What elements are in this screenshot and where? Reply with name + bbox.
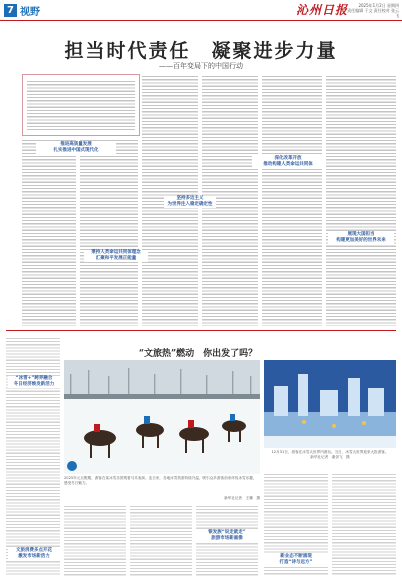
feature-subhead-line: 旅游市场新画像 bbox=[211, 536, 243, 541]
lead-column-6 bbox=[326, 74, 396, 326]
page-number: 7 bbox=[4, 4, 17, 17]
issue-info bbox=[347, 3, 399, 18]
feature-headline: “文旅热”燃动 你出发了吗？ bbox=[138, 349, 258, 359]
lead-headline: 担当时代责任 凝聚进步力量 bbox=[64, 40, 338, 62]
lead-column-2 bbox=[80, 138, 138, 326]
section-divider bbox=[6, 330, 396, 331]
main-photo-caption: 2025年元旦假期，游客在某冰雪乐园观看马术表演。连日来，各地冰雪旅游持续升温，吸引众多游客前来体验冰雪乐趣，感受冬日魅力。 bbox=[64, 476, 257, 485]
horse-race-photo bbox=[64, 360, 260, 474]
ice-snow-world-photo bbox=[264, 360, 396, 448]
feature-column-left bbox=[6, 336, 60, 576]
lead-subhead-line: 为世界注入稳定确定性 bbox=[167, 202, 213, 207]
feature-subhead bbox=[264, 554, 328, 566]
feature-subhead bbox=[8, 376, 60, 388]
lead-subhead bbox=[36, 142, 116, 154]
horse-race-illustration bbox=[64, 360, 260, 474]
lead-subhead bbox=[164, 196, 216, 208]
lead-subhead-line: 展现大国担当 bbox=[347, 232, 375, 237]
section-name: 视野 bbox=[20, 7, 40, 18]
feature-subhead-line: 冬日经济焕发新活力 bbox=[13, 382, 55, 387]
lead-subhead bbox=[252, 156, 324, 168]
feature-subhead-line: 激发市场新活力 bbox=[18, 554, 50, 559]
lead-subhead-line: 构建更加美好的世界未来 bbox=[336, 238, 386, 243]
lead-subhead-line: 汇聚和平发展正能量 bbox=[95, 256, 137, 261]
lead-column-5 bbox=[262, 74, 322, 326]
main-photo-credit: 新华社记者 王鹏 摄 bbox=[224, 496, 260, 500]
intro-text bbox=[27, 79, 135, 131]
lead-subhead-line: 坚持多边主义 bbox=[176, 196, 204, 201]
feature-subhead bbox=[8, 548, 60, 560]
issue-date: 2025年1月2日 星期四 bbox=[358, 3, 399, 8]
ice-snow-illustration bbox=[264, 360, 396, 448]
feature-subhead bbox=[196, 530, 258, 542]
lead-subhead bbox=[328, 232, 394, 244]
newspaper-logo: 沁州日报 bbox=[296, 3, 349, 17]
lead-subhead-line: 秉持人类命运共同体理念 bbox=[91, 250, 141, 255]
lead-column-1 bbox=[22, 138, 76, 326]
feature-subhead-line: 新业态不断涌现 bbox=[280, 554, 312, 559]
lead-subhead bbox=[84, 250, 148, 262]
lead-subhead-line: 推进高质量发展 bbox=[60, 142, 92, 147]
feature-subhead-line: “冰雪+”跨界融合 bbox=[15, 376, 53, 381]
lead-subhead-line: 扎实推进中国式现代化 bbox=[53, 148, 99, 153]
side-photo-caption bbox=[264, 450, 396, 459]
feature-column-5 bbox=[332, 472, 396, 576]
feature-column-2 bbox=[130, 504, 192, 576]
side-photo-caption-text: 12月31日，游客在冰雪大世界内游玩。当日，冰雪大世界迎来大批游客。 bbox=[271, 450, 389, 454]
feature-subhead-line: 银发族“说走就走” bbox=[208, 530, 246, 535]
lead-subheadline: ——百年变局下的中国行动 bbox=[159, 62, 243, 70]
lead-subhead-line: 深化改革开放 bbox=[274, 156, 302, 161]
feature-subhead-line: 打造“诗与远方” bbox=[279, 560, 313, 565]
feature-column-1 bbox=[64, 504, 126, 576]
side-photo-credit: 新华社记者 谢剑飞 摄 bbox=[310, 454, 350, 459]
lead-subhead-line: 推动构建人类命运共同体 bbox=[263, 162, 313, 167]
editor-line: 责任编辑 于文 责任校对 张云飞 bbox=[347, 8, 399, 18]
intro-box bbox=[22, 74, 140, 136]
feature-subhead-line: 文旅消费多点开花 bbox=[16, 548, 52, 553]
